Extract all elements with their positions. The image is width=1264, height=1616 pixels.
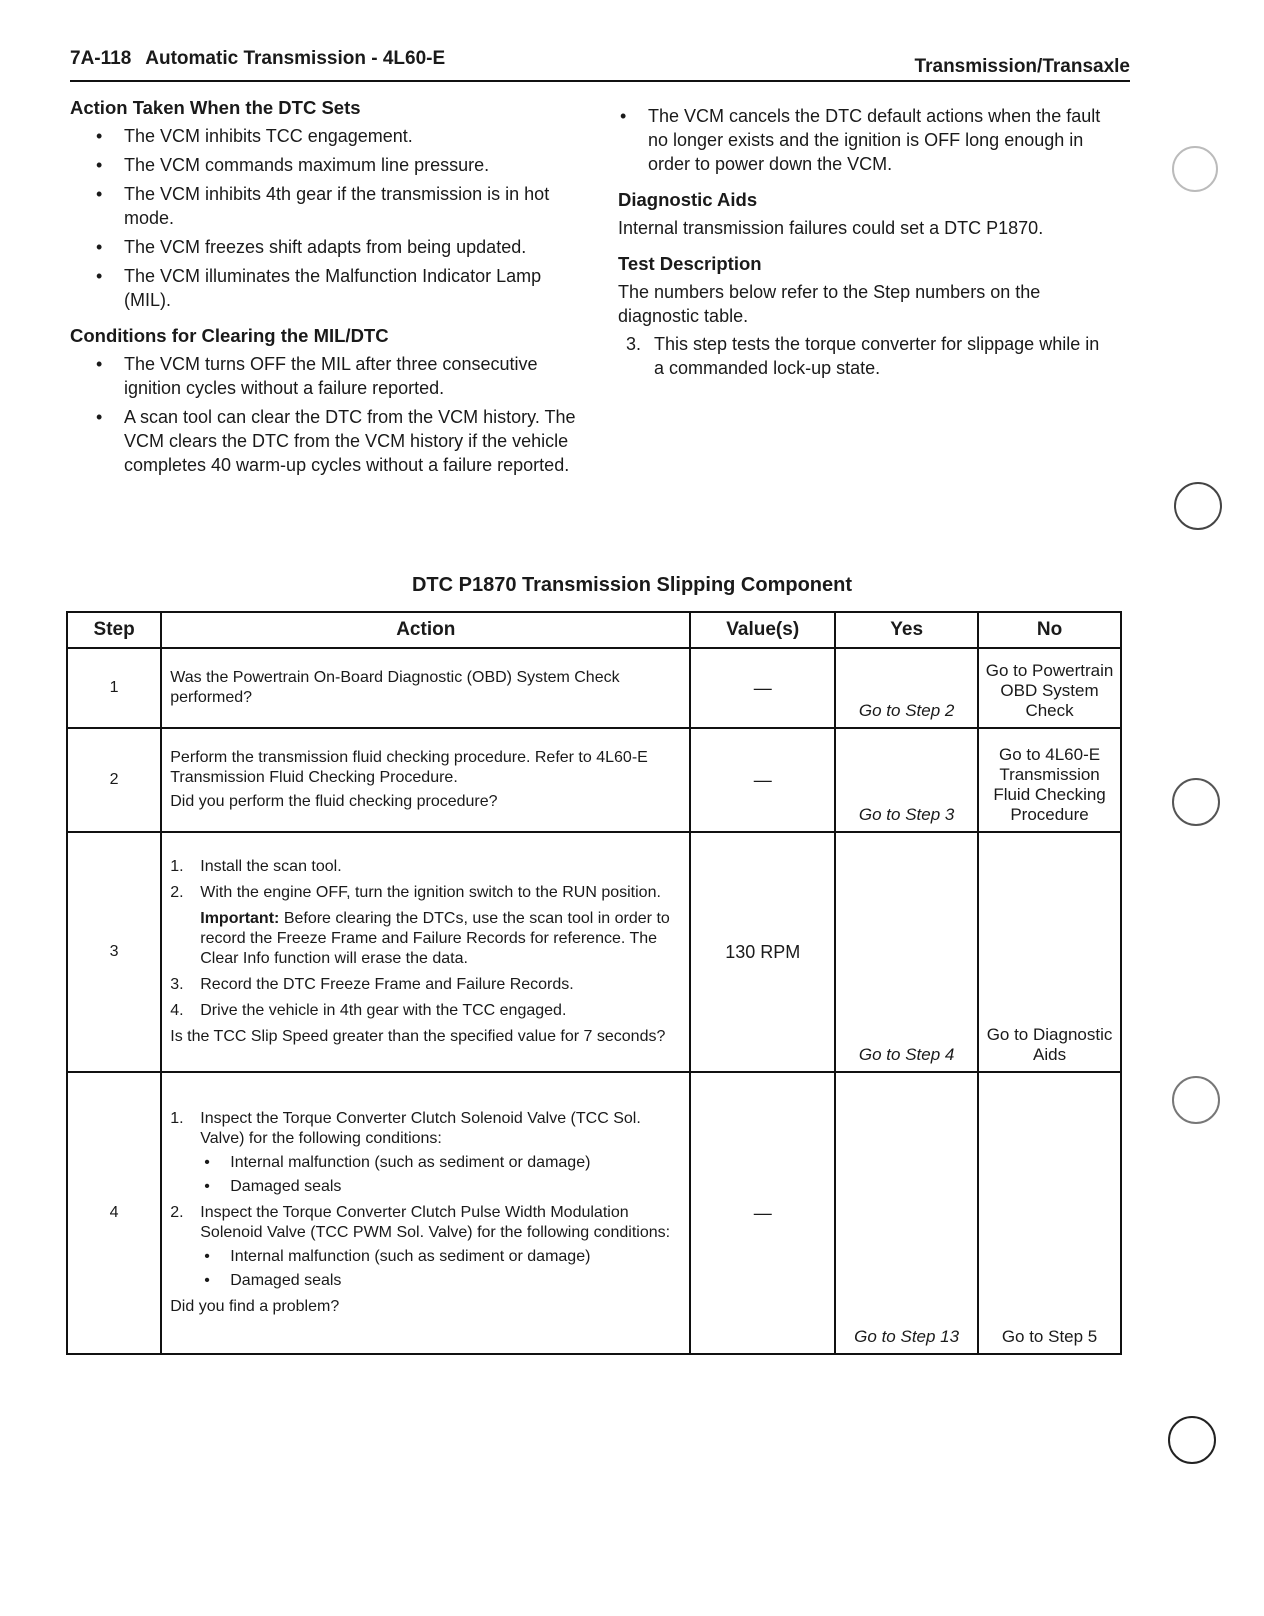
item-number: 2.	[170, 1204, 184, 1221]
header-yes: Yes	[835, 612, 978, 648]
action-question: Did you perform the fluid checking procedure?	[170, 793, 498, 810]
yes-cell	[835, 832, 978, 1072]
yes-link[interactable]: Go to Step 3	[858, 805, 955, 824]
value-cell: —	[690, 1072, 835, 1354]
action-cell	[161, 832, 690, 1072]
binder-hole	[1172, 778, 1220, 826]
no-cell	[978, 648, 1121, 728]
header-step: Step	[67, 612, 161, 648]
list-item: • The VCM turns OFF the MIL after three consecutive ignition cycles without a failure reported.	[70, 352, 590, 400]
item-number: 4.	[170, 1002, 184, 1019]
list-item: • Internal malfunction (such as sediment or damage)	[200, 1247, 681, 1267]
page-header	[70, 46, 1130, 82]
item-number: 3.	[626, 334, 642, 354]
list-item	[170, 1001, 681, 1021]
action-continued-list	[594, 104, 1108, 176]
action-question: Did you find a problem?	[170, 1298, 340, 1315]
binder-hole	[1174, 482, 1222, 530]
no-link[interactable]: Go to Step 5	[1001, 1327, 1098, 1346]
list-item	[170, 883, 681, 969]
table-row	[67, 648, 1121, 728]
list-item: • The VCM cancels the DTC default actions when the fault no longer exists and the ignition is OFF long enough in order to power down the VCM.	[594, 104, 1108, 176]
header-action: Action	[161, 612, 690, 648]
left-column	[70, 96, 590, 489]
action-steps	[170, 1109, 681, 1291]
diagnostic-aids-heading: Diagnostic Aids	[618, 189, 758, 210]
yes-cell	[835, 648, 978, 728]
value-cell: 130 RPM	[690, 832, 835, 1072]
yes-link[interactable]: Go to Step 13	[854, 1327, 960, 1346]
yes-cell	[835, 1072, 978, 1354]
list-item: • The VCM freezes shift adapts from being updated.	[70, 235, 590, 259]
list-item: • Damaged seals	[200, 1271, 681, 1291]
yes-link[interactable]: Go to Step 4	[858, 1045, 955, 1064]
item-text: With the engine OFF, turn the ignition switch to the RUN position.	[200, 884, 661, 901]
list-item	[170, 1203, 681, 1291]
list-item	[170, 857, 681, 877]
table-row	[67, 832, 1121, 1072]
no-cell	[978, 1072, 1121, 1354]
diagnostic-table	[66, 611, 1122, 1355]
binder-hole	[1172, 146, 1218, 192]
important-text: Before clearing the DTCs, use the scan tool in order to record the Freeze Frame and Failure Records for reference. The Clear Info function will erase the data.	[200, 910, 670, 967]
list-item	[618, 332, 1108, 380]
item-text: This step tests the torque converter for slippage while in a commanded lock-up state.	[654, 334, 1100, 378]
action-cell	[161, 1072, 690, 1354]
header-left	[70, 48, 445, 70]
page-number: 7A-118	[70, 48, 132, 69]
item-text: Inspect the Torque Converter Clutch Solenoid Valve (TCC Sol. Valve) for the following conditions:	[200, 1110, 641, 1147]
value-cell: —	[690, 648, 835, 728]
list-item: • The VCM inhibits 4th gear if the transmission is in hot mode.	[70, 182, 590, 230]
item-number: 1.	[170, 1110, 184, 1127]
table-row	[67, 1072, 1121, 1354]
header-no: No	[978, 612, 1121, 648]
list-item: • A scan tool can clear the DTC from the VCM history. The VCM clears the DTC from the VCM history if the vehicle completes 40 warm-up cycles without a failure reported.	[70, 405, 590, 477]
clearing-conditions-list	[70, 352, 590, 477]
no-link[interactable]: Go to Diagnostic Aids	[986, 1025, 1113, 1064]
yes-link[interactable]: Go to Step 2	[858, 701, 955, 720]
table-row	[67, 728, 1121, 832]
table-header-row	[67, 612, 1121, 648]
list-item	[170, 1109, 681, 1197]
list-item: • Damaged seals	[200, 1177, 681, 1197]
action-taken-list	[70, 124, 590, 312]
section-title: Automatic Transmission - 4L60-E	[145, 48, 446, 69]
step-number: 1	[67, 648, 161, 728]
list-item: • The VCM inhibits TCC engagement.	[70, 124, 590, 148]
list-item: • The VCM commands maximum line pressure.	[70, 153, 590, 177]
right-column	[618, 104, 1108, 380]
item-text: Drive the vehicle in 4th gear with the TCC engaged.	[200, 1002, 567, 1019]
action-question: Is the TCC Slip Speed greater than the specified value for 7 seconds?	[170, 1028, 666, 1045]
item-text: Inspect the Torque Converter Clutch Pulse Width Modulation Solenoid Valve (TCC PWM Sol. Valve) for the following conditions:	[200, 1204, 671, 1241]
value-cell: —	[690, 728, 835, 832]
important-note	[200, 909, 681, 969]
list-item: • Internal malfunction (such as sediment or damage)	[200, 1153, 681, 1173]
test-description-intro: The numbers below refer to the Step numbers on the diagnostic table.	[618, 282, 1041, 326]
list-item	[170, 975, 681, 995]
binder-hole	[1168, 1416, 1216, 1464]
condition-list	[200, 1153, 681, 1197]
diagnostic-aids-text: Internal transmission failures could set a DTC P1870.	[618, 218, 1044, 238]
clearing-conditions-heading: Conditions for Clearing the MIL/DTC	[70, 325, 389, 346]
condition-list	[200, 1247, 681, 1291]
item-number: 1.	[170, 858, 184, 875]
header-values: Value(s)	[690, 612, 835, 648]
item-number: 2.	[170, 884, 184, 901]
action-cell	[161, 728, 690, 832]
step-number: 2	[67, 728, 161, 832]
binder-hole	[1172, 1076, 1220, 1124]
no-link[interactable]: Go to 4L60-E Transmission Fluid Checking Procedure	[993, 745, 1106, 824]
list-item: • The VCM illuminates the Malfunction Indicator Lamp (MIL).	[70, 264, 590, 312]
action-taken-heading: Action Taken When the DTC Sets	[70, 97, 361, 118]
no-cell	[978, 728, 1121, 832]
test-description-heading: Test Description	[618, 253, 762, 274]
test-description-list	[618, 332, 1108, 380]
item-number: 3.	[170, 976, 184, 993]
item-text: Record the DTC Freeze Frame and Failure Records.	[200, 976, 574, 993]
chapter-title: Transmission/Transaxle	[914, 56, 1130, 77]
important-label: Important:	[200, 910, 280, 927]
table-title: DTC P1870 Transmission Slipping Component	[411, 574, 853, 596]
item-text: Install the scan tool.	[200, 858, 342, 875]
action-cell: Was the Powertrain On-Board Diagnostic (OBD) System Check performed?	[161, 648, 690, 728]
no-cell	[978, 832, 1121, 1072]
step-number: 4	[67, 1072, 161, 1354]
step-number: 3	[67, 832, 161, 1072]
action-text: Perform the transmission fluid checking procedure. Refer to 4L60-E Transmission Fluid Checking Procedure.	[170, 749, 648, 786]
no-link[interactable]: Go to Powertrain OBD System Check	[985, 661, 1114, 720]
action-steps	[170, 857, 681, 1021]
yes-cell	[835, 728, 978, 832]
